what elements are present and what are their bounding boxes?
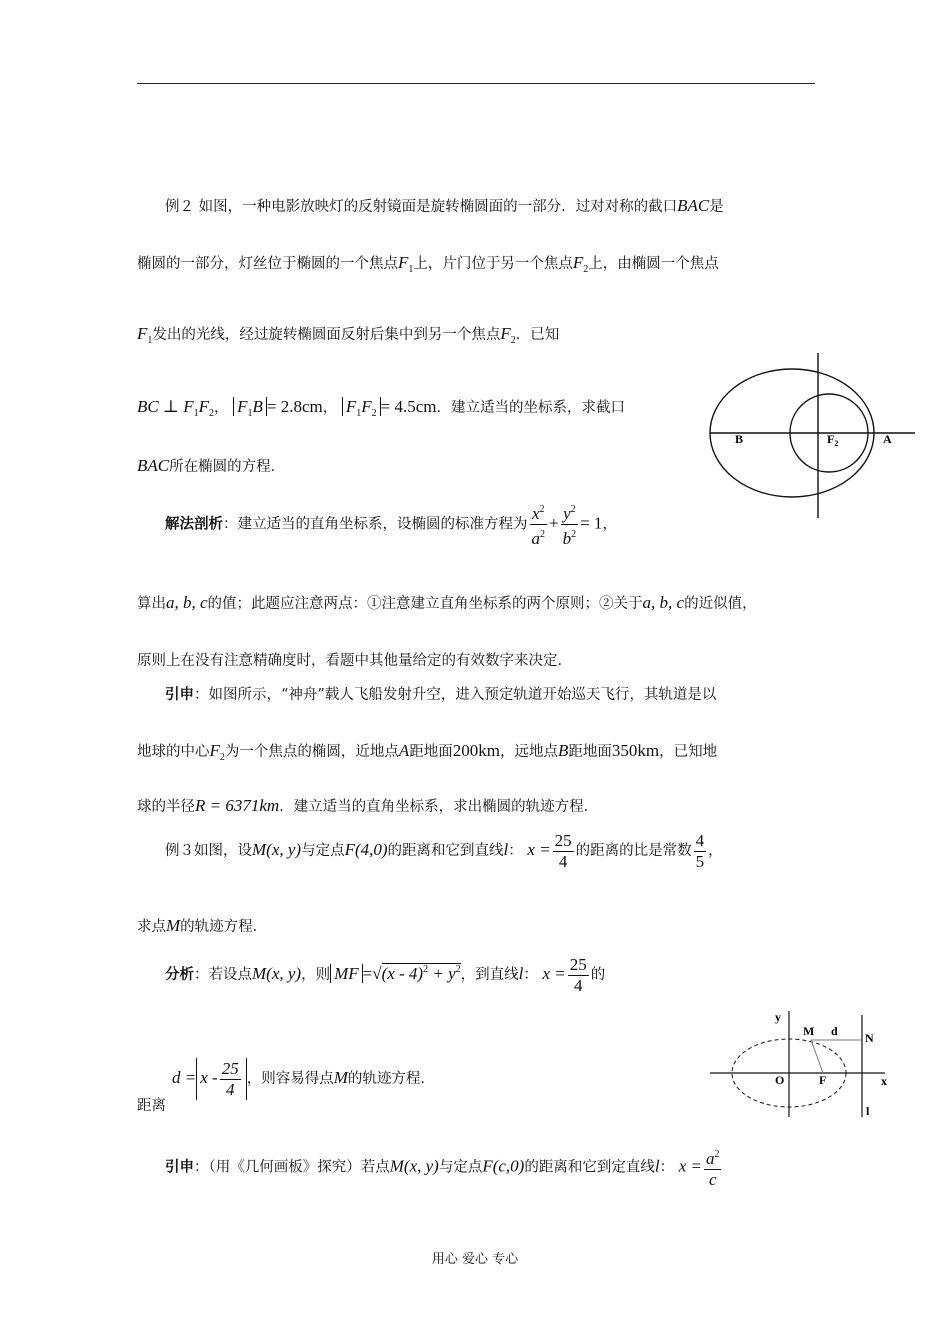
label-A: A <box>883 432 892 446</box>
label-M: M <box>803 1024 815 1038</box>
analysis-line2-label: 距离 <box>137 1098 166 1114</box>
label-l: l <box>866 1104 870 1118</box>
label-O: O <box>775 1073 785 1087</box>
extension1-line2: 地球的中心$F_2$为一个焦点的椭圆，近地点A距地面200km，远地点B距地面350km，已知地 <box>137 741 718 763</box>
example2-line3: $F_1$发出的光线，经过旋转椭圆面反射后集中到另一个焦点$F_2$．已知 <box>137 324 560 346</box>
solution-line3: 原则上在没有注意精确度时，看题中其他量给定的有效数字来决定． <box>137 653 572 669</box>
example2-line2: 椭圆的一部分，灯丝位于椭圆的一个焦点$F_1$上，片门位于另一个焦点$F_2$上，由椭圆一个焦点 <box>137 253 719 275</box>
example3-line1: 例３如图，设M(x, y)与定点F(4,0)的距离和它到直线l： x = $\frac{25}{4}$ 的距离的比是常数 $\frac{4}{5}$ ， <box>165 830 723 871</box>
analysis-line1: 分析：若设点M(x, y)，则 MF $=√(x - 4)^2 + y^2$，到直线l： x = $\frac{25}{4}$ 的 <box>165 954 606 995</box>
example3-line2: 求点M的轨迹方程． <box>137 916 268 935</box>
label-B: B <box>735 432 744 446</box>
label-F: F <box>819 1073 827 1087</box>
analysis-line2: d = x - $\frac{25}{4}$ ，则容易得点M的轨迹方程． <box>172 1058 435 1099</box>
label-N: N <box>865 1031 874 1045</box>
solution-line1: 解法剖析：建立适当的直角坐标系，设椭圆的标准方程为 $\frac{x^2}{a^2}$ + $\frac{y^2}{b^2}$ = 1， <box>165 504 617 548</box>
example2-line1: 例２ 如图，一种电影放映灯的反射镜面是旋转椭圆面的一部分．过对对称的截口BAC是 <box>165 196 724 215</box>
header-rule <box>137 83 815 84</box>
extension1-line3: 球的半径R = 6371km．建立适当的直角坐标系，求出椭圆的轨迹方程． <box>137 796 599 815</box>
label-x: x <box>881 1074 887 1088</box>
page-footer: 用心 爱心 专心 <box>431 1252 519 1267</box>
ellipse-figure-1 <box>705 350 920 522</box>
label-F2: $F_2$ <box>827 432 839 448</box>
extension1-line1: 引申：如图所示，“神舟”载人飞船发射升空，进入预定轨道开始巡天飞行，其轨道是以 <box>165 686 717 703</box>
ellipse-figure-2 <box>705 1005 900 1120</box>
example2-line4: BC ⊥ $F_1F_2$， $F_1B = 2.8cm$， $F_1F_2 = 4.5cm$．建立适当的坐标系，求截口 <box>137 397 625 419</box>
solution-line2: 算出a, b, c的值；此题应注意两点：①注意建立直角坐标系的两个原则；②关于a, b, c的近似值， <box>137 593 757 612</box>
label-y: y <box>775 1010 781 1024</box>
extension2-line1: 引申：（用《几何画板》探究）若点M(x, y)与定点F(c,0)的距离和它到定直线l： x = $\frac{a^2}{c}$ <box>165 1149 720 1189</box>
label-d: d <box>831 1024 838 1038</box>
segment-mf <box>811 1040 823 1073</box>
example2-line5: BAC所在椭圆的方程． <box>137 456 286 475</box>
